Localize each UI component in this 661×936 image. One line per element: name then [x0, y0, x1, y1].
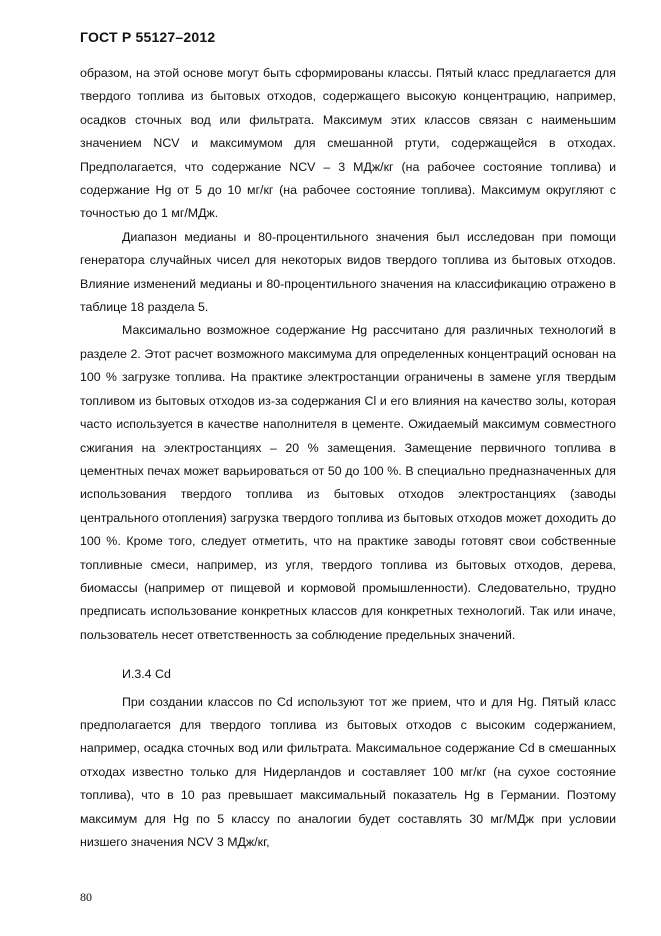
- body-text: [80, 62, 616, 854]
- page-number: 80: [80, 890, 92, 904]
- paragraph-median-range: Диапазон медианы и 80-процентильного значения был исследован при помощи генератора случайных чисел для некоторых видов твердого топлива из бытовых отходов. Влияние изменений медианы и 80-процентильного значения на классификацию отражено в таблице 18 раздела 5.: [80, 229, 616, 315]
- section-heading-cd: И.3.4 Cd: [122, 667, 171, 682]
- paragraph-cd-classes: При создании классов по Cd используют тот же прием, что и для Hg. Пятый класс предполагается для твердого топлива из бытовых отходов с высоким содержанием, например, осадка сточных вод или фильтрата. Максимальное содержание Cd в смешанных отходах известно только для Нидерландов и составляет 100 мг/кг (на сухое состояние топлива), что в 10 раз превышает максимальный показатель Hg в Германии. Поэтому максимум для Hg по 5 классу по аналогии будет составлять 30 мг/МДж при условии низшего значения NCV 3 МДж/кг,: [80, 694, 616, 849]
- paragraph-continuation: образом, на этой основе могут быть сформированы классы. Пятый класс предлагается для твердого топлива из бытовых отходов, содержащего высокую концентрацию, например, осадков сточных вод или фильтрата. Максимум этих классов связан с наименьшим значением NCV и максимумом для смешанной ртути, содержащейся в отходах. Предполагается, что содержание NCV – 3 МДж/кг (на рабочее состояние топлива) и содержание Hg от 5 до 10 мг/кг (на рабочее состояние топлива). Максимум округляют с точностью до 1 мг/МДж.: [80, 66, 616, 221]
- paragraph-max-hg-content: Максимально возможное содержание Hg рассчитано для различных технологий в разделе 2. Этот расчет возможного максимума для определенных концентраций основан на 100 % загрузке топлива. На практике электростанции ограничены в замене угля твердым топливом из бытовых отходов из-за содержания Cl и его влияния на качество золы, которая часто используется в качестве наполнителя в цементе. Ожидаемый максимум совместного сжигания на электростанциях – 20 % замещения. Замещение первичного топлива в цементных печах может варьироваться от 50 до 100 %. В специально предназначенных для использования твердого топлива из бытовых отходов электростанциях (заводы центрального отопления) загрузка твердого топлива из бытовых отходов может доходить до 100 %. Кроме того, следует отметить, что на практике заводы готовят свои собственные топливные смеси, например, из угля, твердого топлива из бытовых отходов, дерева, биомассы (например от пищевой и кормовой промышленности). Следовательно, трудно предписать использование конкретных классов для конкретных технологий. Так или иначе, пользователь несет ответственность за соблюдение предельных значений.: [80, 323, 616, 642]
- standard-id-header: ГОСТ Р 55127–2012: [80, 29, 216, 45]
